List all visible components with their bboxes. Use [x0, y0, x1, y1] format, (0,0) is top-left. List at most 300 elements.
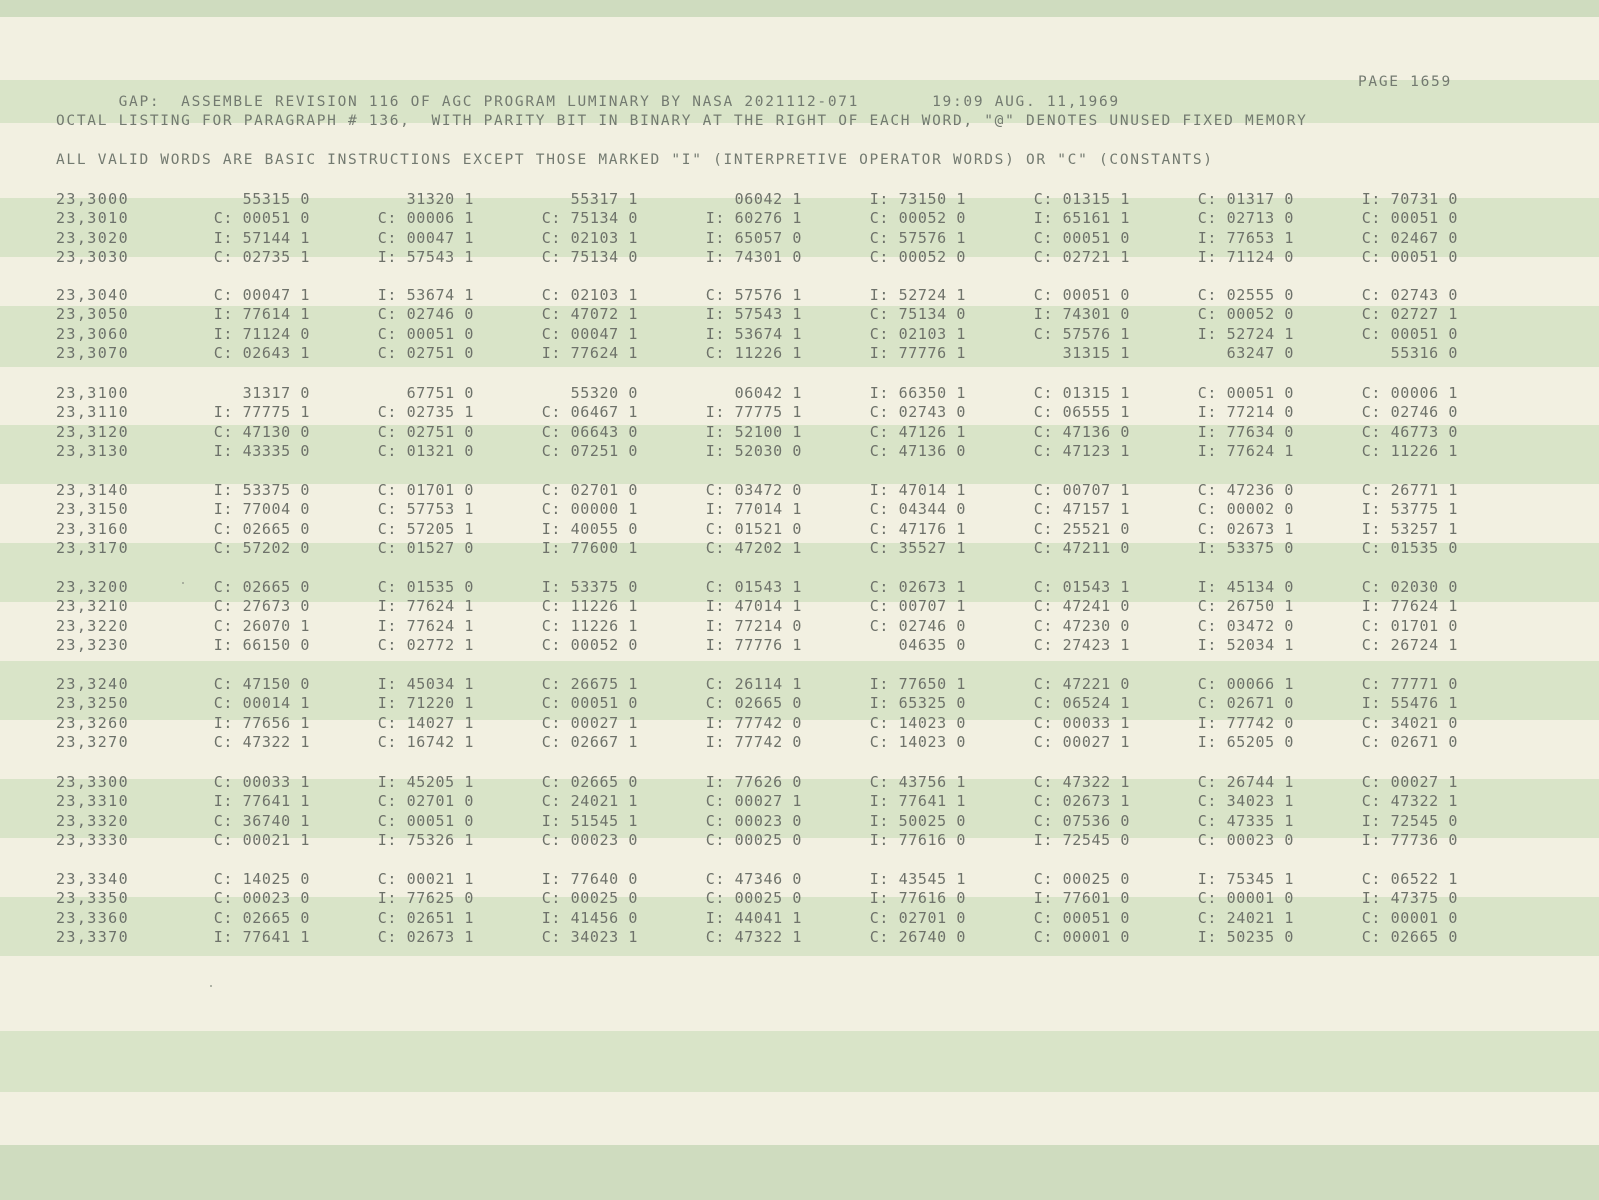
octal-word: I: 77742 0 — [1197, 713, 1294, 732]
octal-word: C: 02555 0 — [1197, 286, 1294, 304]
listing-row — [0, 423, 1599, 442]
octal-word: C: 01535 0 — [377, 578, 474, 596]
octal-word: I: 51545 1 — [541, 811, 638, 830]
row-address: 23,3160 — [56, 519, 130, 538]
octal-word: C: 00051 0 — [213, 209, 310, 228]
octal-word: I: 73150 1 — [869, 190, 966, 208]
octal-word: C: 57753 1 — [377, 500, 474, 519]
octal-word: C: 47123 1 — [1033, 442, 1130, 461]
octal-word: I: 77616 0 — [869, 831, 966, 850]
row-address: 23,3040 — [56, 286, 130, 304]
octal-word: C: 00051 0 — [1033, 286, 1130, 304]
listing-row — [0, 578, 1599, 597]
octal-word: I: 52034 1 — [1197, 636, 1294, 655]
octal-word: C: 00052 0 — [1197, 305, 1294, 324]
paper-speck — [210, 985, 212, 987]
octal-word: C: 27423 1 — [1033, 636, 1130, 655]
octal-word: C: 06524 1 — [1033, 694, 1130, 713]
octal-word: C: 02721 1 — [1033, 248, 1130, 267]
octal-word: C: 34021 0 — [1361, 713, 1458, 732]
octal-word: C: 00001 0 — [1033, 928, 1130, 947]
octal-word: I: 74301 0 — [1033, 305, 1130, 324]
octal-word: I: 77653 1 — [1197, 228, 1294, 247]
listing-row — [0, 442, 1599, 461]
row-address: 23,3030 — [56, 248, 130, 267]
octal-word: C: 57205 1 — [377, 519, 474, 538]
octal-word: I: 77634 0 — [1197, 422, 1294, 441]
row-address: 23,3070 — [56, 344, 130, 363]
octal-word: I: 47375 0 — [1361, 889, 1458, 908]
listing-row — [0, 500, 1599, 519]
octal-word: I: 53375 0 — [1197, 539, 1294, 558]
octal-word: C: 00023 0 — [213, 889, 310, 908]
octal-word: C: 02713 0 — [1197, 209, 1294, 228]
octal-word: I: 75326 1 — [377, 831, 474, 850]
octal-word: C: 25521 0 — [1033, 519, 1130, 538]
octal-word: C: 02665 0 — [705, 694, 802, 713]
octal-word: I: 77624 1 — [377, 616, 474, 635]
octal-word: I: 71124 0 — [1197, 248, 1294, 267]
octal-word: I: 53674 1 — [705, 324, 802, 343]
row-address: 23,3330 — [56, 831, 130, 850]
octal-word: I: 57543 1 — [705, 305, 802, 324]
octal-word: I: 72545 0 — [1361, 811, 1458, 830]
octal-word: C: 47322 1 — [1033, 773, 1130, 791]
octal-word: C: 34023 1 — [541, 928, 638, 947]
octal-word: C: 00023 0 — [541, 831, 638, 850]
octal-word: I: 77775 1 — [705, 403, 802, 422]
octal-word: I: 77656 1 — [213, 713, 310, 732]
octal-word: C: 43756 1 — [869, 773, 966, 791]
octal-word: C: 02671 0 — [1361, 733, 1458, 752]
octal-word: C: 47335 1 — [1197, 811, 1294, 830]
octal-word: C: 04344 0 — [869, 500, 966, 519]
paper-speck — [182, 582, 184, 584]
row-address: 23,3060 — [56, 324, 130, 343]
octal-word: C: 26744 1 — [1197, 773, 1294, 791]
octal-word: C: 14023 0 — [869, 733, 966, 752]
octal-word: I: 77776 1 — [869, 344, 966, 363]
octal-word: C: 02743 0 — [869, 403, 966, 422]
octal-word: I: 66150 0 — [213, 636, 310, 655]
row-address: 23,3010 — [56, 209, 130, 228]
octal-word: C: 57576 1 — [1033, 324, 1130, 343]
octal-word: I: 77214 0 — [1197, 403, 1294, 422]
listing-row — [0, 870, 1599, 889]
octal-word: I: 71220 1 — [377, 694, 474, 713]
listing-row — [0, 831, 1599, 850]
octal-word: I: 77600 1 — [541, 539, 638, 558]
octal-word: C: 11226 1 — [541, 616, 638, 635]
row-address: 23,3230 — [56, 636, 130, 655]
octal-word: C: 00052 0 — [869, 209, 966, 228]
listing-row — [0, 539, 1599, 558]
octal-word: C: 47230 0 — [1033, 616, 1130, 635]
octal-word: C: 46773 0 — [1361, 422, 1458, 441]
octal-word: C: 02467 0 — [1361, 228, 1458, 247]
octal-word: C: 00027 1 — [541, 713, 638, 732]
listing-row — [0, 909, 1599, 928]
row-address: 23,3150 — [56, 500, 130, 519]
listing-row — [0, 675, 1599, 694]
listing-row — [0, 889, 1599, 908]
octal-word: C: 47176 1 — [869, 519, 966, 538]
row-address: 23,3200 — [56, 578, 130, 596]
row-address: 23,3240 — [56, 675, 130, 693]
octal-word: I: 77650 1 — [869, 675, 966, 693]
octal-word: C: 00047 1 — [541, 324, 638, 343]
octal-word: C: 00047 1 — [377, 228, 474, 247]
octal-word: C: 01701 0 — [1361, 616, 1458, 635]
octal-word: I: 77214 0 — [705, 616, 802, 635]
octal-word: C: 00021 1 — [213, 831, 310, 850]
listing-row — [0, 928, 1599, 947]
octal-word: I: 75345 1 — [1197, 870, 1294, 888]
octal-word: I: 77616 0 — [869, 889, 966, 908]
octal-word: C: 02772 1 — [377, 636, 474, 655]
row-address: 23,3110 — [56, 403, 130, 422]
octal-word: C: 02735 1 — [213, 248, 310, 267]
octal-word: C: 26675 1 — [541, 675, 638, 693]
octal-word: C: 34023 1 — [1197, 792, 1294, 811]
octal-word: C: 11226 1 — [1361, 442, 1458, 461]
row-address: 23,3000 — [56, 190, 130, 208]
octal-word: C: 75134 0 — [869, 305, 966, 324]
listing-row — [0, 209, 1599, 228]
octal-word: I: 57543 1 — [377, 248, 474, 267]
octal-word: C: 00707 1 — [869, 597, 966, 616]
row-address: 23,3100 — [56, 384, 130, 402]
row-address: 23,3020 — [56, 228, 130, 247]
octal-word: I: 77601 0 — [1033, 889, 1130, 908]
row-address: 23,3210 — [56, 597, 130, 616]
octal-word: C: 00021 1 — [377, 870, 474, 888]
octal-word: I: 53375 0 — [541, 578, 638, 596]
listing-row — [0, 481, 1599, 500]
row-address: 23,3130 — [56, 442, 130, 461]
octal-word: C: 47241 0 — [1033, 597, 1130, 616]
header-line-1 — [56, 72, 1452, 110]
octal-word: I: 77641 1 — [213, 928, 310, 947]
row-address: 23,3220 — [56, 616, 130, 635]
octal-word: I: 77736 0 — [1361, 831, 1458, 850]
listing-row — [0, 597, 1599, 616]
octal-word: C: 00052 0 — [869, 248, 966, 267]
octal-word: I: 77014 1 — [705, 500, 802, 519]
octal-word: C: 57576 1 — [869, 228, 966, 247]
listing-row — [0, 286, 1599, 305]
octal-word: I: 41456 0 — [541, 908, 638, 927]
octal-word: C: 00001 0 — [1197, 889, 1294, 908]
octal-word: I: 77776 1 — [705, 636, 802, 655]
octal-word: C: 02751 0 — [377, 344, 474, 363]
octal-word: C: 00006 1 — [1361, 384, 1458, 402]
octal-word: C: 01315 1 — [1033, 384, 1130, 402]
octal-word: 67751 0 — [406, 384, 474, 402]
octal-word: C: 26114 1 — [705, 675, 802, 693]
listing-row — [0, 694, 1599, 713]
octal-word: C: 27673 0 — [213, 597, 310, 616]
octal-word: C: 00027 1 — [1033, 733, 1130, 752]
row-address: 23,3320 — [56, 811, 130, 830]
octal-word: C: 01701 0 — [377, 481, 474, 499]
octal-word: C: 47236 0 — [1197, 481, 1294, 499]
octal-word: I: 45205 1 — [377, 773, 474, 791]
octal-word: C: 02667 1 — [541, 733, 638, 752]
row-address: 23,3370 — [56, 928, 130, 947]
octal-word: I: 53375 0 — [213, 481, 310, 499]
octal-word: C: 06522 1 — [1361, 870, 1458, 888]
octal-word: I: 50025 0 — [869, 811, 966, 830]
octal-word: 04635 0 — [898, 636, 966, 655]
octal-word: I: 77641 1 — [213, 792, 310, 811]
octal-word: C: 02103 1 — [541, 228, 638, 247]
octal-word: C: 75134 0 — [541, 209, 638, 228]
octal-word: C: 00027 1 — [705, 792, 802, 811]
octal-word: I: 66350 1 — [869, 384, 966, 402]
octal-word: C: 47322 1 — [1361, 792, 1458, 811]
octal-word: C: 02746 0 — [1361, 403, 1458, 422]
listing-row — [0, 812, 1599, 831]
octal-word: I: 65057 0 — [705, 228, 802, 247]
row-address: 23,3120 — [56, 422, 130, 441]
octal-word: I: 52030 0 — [705, 442, 802, 461]
octal-word: C: 00014 1 — [213, 694, 310, 713]
header-title: GAP: ASSEMBLE REVISION 116 OF AGC PROGRAM LUMINARY BY NASA 2021112-071 19:09 AUG. 11,1969 — [118, 94, 1120, 110]
octal-word: C: 02665 0 — [213, 908, 310, 927]
octal-word: I: 53674 1 — [377, 286, 474, 304]
octal-word: C: 00027 1 — [1361, 773, 1458, 791]
octal-word: C: 77771 0 — [1361, 675, 1458, 693]
octal-word: I: 77742 0 — [705, 713, 802, 732]
octal-word: C: 00025 0 — [705, 831, 802, 850]
row-address: 23,3250 — [56, 694, 130, 713]
octal-word: C: 00047 1 — [213, 286, 310, 304]
octal-word: C: 00052 0 — [541, 636, 638, 655]
page-number: PAGE 1659 — [1358, 74, 1452, 90]
octal-word: I: 70731 0 — [1361, 190, 1458, 208]
octal-word: I: 53257 1 — [1361, 519, 1458, 538]
octal-word: I: 77626 0 — [705, 773, 802, 791]
octal-word: C: 00051 0 — [1033, 228, 1130, 247]
octal-word: I: 77624 1 — [1197, 442, 1294, 461]
octal-word: C: 47202 1 — [705, 539, 802, 558]
octal-word: C: 00051 0 — [1197, 384, 1294, 402]
octal-word: I: 40055 0 — [541, 519, 638, 538]
octal-word: 06042 1 — [734, 190, 802, 208]
octal-word: C: 57576 1 — [705, 286, 802, 304]
octal-word: 55320 0 — [570, 384, 638, 402]
octal-word: C: 02665 0 — [213, 519, 310, 538]
octal-word: C: 06555 1 — [1033, 403, 1130, 422]
octal-word: C: 02746 0 — [377, 305, 474, 324]
listing-row — [0, 714, 1599, 733]
octal-word: C: 26750 1 — [1197, 597, 1294, 616]
octal-word: C: 26771 1 — [1361, 481, 1458, 499]
octal-word: 55316 0 — [1390, 344, 1458, 363]
octal-word: C: 47157 1 — [1033, 500, 1130, 519]
octal-word: C: 01521 0 — [705, 519, 802, 538]
octal-word: I: 52100 1 — [705, 422, 802, 441]
octal-word: I: 77641 1 — [869, 792, 966, 811]
octal-word: I: 50235 0 — [1197, 928, 1294, 947]
listing-row — [0, 325, 1599, 344]
octal-word: C: 02746 0 — [869, 616, 966, 635]
octal-word: C: 02643 1 — [213, 344, 310, 363]
octal-word: C: 47322 1 — [213, 733, 310, 752]
octal-word: I: 77624 1 — [1361, 597, 1458, 616]
octal-word: I: 52724 1 — [1197, 324, 1294, 343]
listing-row — [0, 403, 1599, 422]
octal-word: C: 47072 1 — [541, 305, 638, 324]
row-address: 23,3260 — [56, 713, 130, 732]
octal-word: C: 02673 1 — [377, 928, 474, 947]
octal-word: C: 35527 1 — [869, 539, 966, 558]
octal-word: I: 77625 0 — [377, 889, 474, 908]
octal-word: C: 07251 0 — [541, 442, 638, 461]
octal-word: 06042 1 — [734, 384, 802, 402]
octal-word: C: 47136 0 — [869, 442, 966, 461]
listing-row — [0, 229, 1599, 248]
octal-word: C: 03472 0 — [705, 481, 802, 499]
octal-word: C: 01543 1 — [705, 578, 802, 596]
octal-word: 55317 1 — [570, 190, 638, 208]
octal-word: I: 57144 1 — [213, 228, 310, 247]
octal-word: C: 00006 1 — [377, 209, 474, 228]
octal-word: C: 01543 1 — [1033, 578, 1130, 596]
listing-row — [0, 305, 1599, 324]
octal-word: C: 00051 0 — [541, 694, 638, 713]
octal-word: C: 47322 1 — [705, 928, 802, 947]
octal-word: I: 77775 1 — [213, 403, 310, 422]
octal-word: C: 02103 1 — [869, 324, 966, 343]
octal-word: C: 00051 0 — [1361, 248, 1458, 267]
octal-word: I: 65205 0 — [1197, 733, 1294, 752]
octal-word: C: 47211 0 — [1033, 539, 1130, 558]
octal-word: C: 01527 0 — [377, 539, 474, 558]
octal-word: C: 02665 0 — [541, 773, 638, 791]
octal-word: C: 00051 0 — [1361, 324, 1458, 343]
octal-word: C: 00023 0 — [705, 811, 802, 830]
listing-row — [0, 190, 1599, 209]
octal-word: C: 01317 0 — [1197, 190, 1294, 208]
octal-word: C: 06643 0 — [541, 422, 638, 441]
octal-word: C: 47130 0 — [213, 422, 310, 441]
header-line-3: ALL VALID WORDS ARE BASIC INSTRUCTIONS EXCEPT THOSE MARKED "I" (INTERPRETIVE OPERATOR WORDS) OR "C" (CONSTANTS) — [56, 152, 1214, 168]
octal-word: C: 00707 1 — [1033, 481, 1130, 499]
listing-row — [0, 792, 1599, 811]
row-address: 23,3300 — [56, 773, 130, 791]
octal-word: C: 11226 1 — [705, 344, 802, 363]
octal-word: I: 77640 0 — [541, 870, 638, 888]
octal-word: I: 77742 0 — [705, 733, 802, 752]
octal-word: C: 14027 1 — [377, 713, 474, 732]
octal-word: C: 00033 1 — [213, 773, 310, 791]
octal-word: C: 00051 0 — [1033, 908, 1130, 927]
octal-word: I: 74301 0 — [705, 248, 802, 267]
octal-word: 31315 1 — [1062, 344, 1130, 363]
octal-word: C: 00025 0 — [1033, 870, 1130, 888]
octal-word: C: 01321 0 — [377, 442, 474, 461]
octal-word: C: 07536 0 — [1033, 811, 1130, 830]
octal-word: C: 00066 1 — [1197, 675, 1294, 693]
octal-word: C: 36740 1 — [213, 811, 310, 830]
row-address: 23,3170 — [56, 539, 130, 558]
octal-word: C: 26740 0 — [869, 928, 966, 947]
row-address: 23,3360 — [56, 908, 130, 927]
octal-word: C: 02701 0 — [377, 792, 474, 811]
octal-word: C: 00033 1 — [1033, 713, 1130, 732]
octal-word: I: 53775 1 — [1361, 500, 1458, 519]
octal-word: 31320 1 — [406, 190, 474, 208]
octal-word: I: 60276 1 — [705, 209, 802, 228]
octal-word: C: 16742 1 — [377, 733, 474, 752]
octal-word: C: 47126 1 — [869, 422, 966, 441]
octal-word: C: 00023 0 — [1197, 831, 1294, 850]
octal-word: I: 77614 1 — [213, 305, 310, 324]
listing-row — [0, 344, 1599, 363]
octal-word: C: 06467 1 — [541, 403, 638, 422]
octal-word: C: 02673 1 — [1033, 792, 1130, 811]
octal-word: C: 02673 1 — [1197, 519, 1294, 538]
octal-word: C: 02673 1 — [869, 578, 966, 596]
row-address: 23,3270 — [56, 733, 130, 752]
octal-word: I: 77624 1 — [541, 344, 638, 363]
octal-word: C: 00051 0 — [1361, 209, 1458, 228]
octal-word: I: 77004 0 — [213, 500, 310, 519]
listing-row — [0, 636, 1599, 655]
octal-word: C: 26724 1 — [1361, 636, 1458, 655]
row-address: 23,3140 — [56, 481, 130, 499]
octal-word: C: 02651 1 — [377, 908, 474, 927]
octal-word: I: 77624 1 — [377, 597, 474, 616]
octal-word: C: 02665 0 — [1361, 928, 1458, 947]
octal-word: C: 02751 0 — [377, 422, 474, 441]
octal-word: I: 47014 1 — [705, 597, 802, 616]
octal-word: C: 02665 0 — [213, 578, 310, 596]
octal-word: C: 00025 0 — [705, 889, 802, 908]
octal-word: C: 00025 0 — [541, 889, 638, 908]
octal-word: C: 02030 0 — [1361, 578, 1458, 596]
octal-word: C: 47346 0 — [705, 870, 802, 888]
row-address: 23,3310 — [56, 792, 130, 811]
octal-word: C: 14023 0 — [869, 713, 966, 732]
octal-word: C: 01315 1 — [1033, 190, 1130, 208]
octal-word: C: 00000 1 — [541, 500, 638, 519]
octal-word: I: 45134 0 — [1197, 578, 1294, 596]
octal-word: I: 71124 0 — [213, 324, 310, 343]
octal-word: I: 43545 1 — [869, 870, 966, 888]
octal-word: I: 72545 0 — [1033, 831, 1130, 850]
octal-word: C: 02735 1 — [377, 403, 474, 422]
octal-word: I: 43335 0 — [213, 442, 310, 461]
octal-word: I: 52724 1 — [869, 286, 966, 304]
octal-word: C: 02727 1 — [1361, 305, 1458, 324]
octal-word: 55315 0 — [242, 190, 310, 208]
row-address: 23,3350 — [56, 889, 130, 908]
octal-word: C: 24021 1 — [541, 792, 638, 811]
octal-word: C: 02671 0 — [1197, 694, 1294, 713]
listing-row — [0, 773, 1599, 792]
octal-word: C: 03472 0 — [1197, 616, 1294, 635]
octal-word: I: 55476 1 — [1361, 694, 1458, 713]
listing-row — [0, 384, 1599, 403]
listing-row — [0, 520, 1599, 539]
octal-word: I: 65325 0 — [869, 694, 966, 713]
octal-word: C: 47136 0 — [1033, 422, 1130, 441]
octal-word: C: 02103 1 — [541, 286, 638, 304]
octal-word: C: 02743 0 — [1361, 286, 1458, 304]
